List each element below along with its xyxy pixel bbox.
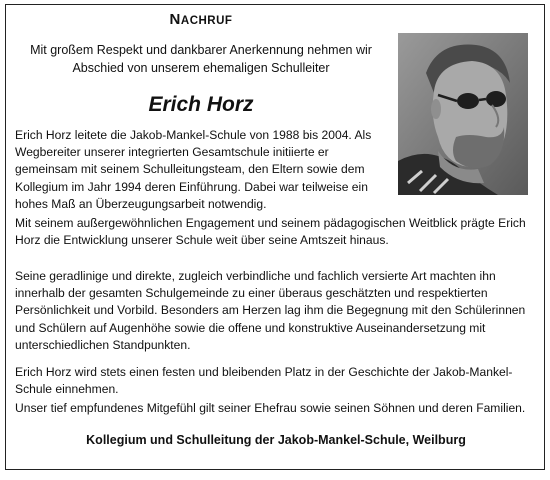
paragraph-engagement: Mit seinem außergewöhnlichen Engagement und seinem pädagogischen Weitblick prägte Erich Horz die Entwicklung unserer Schule weit über seine Amtszeit hinaus. — [15, 216, 526, 248]
paragraph-legacy: Erich Horz wird stets einen festen und bleibenden Platz in der Geschichte der Jakob-Mankel-Schule einnehmen. — [15, 365, 513, 397]
intro-line-2: Abschied von unserem ehemaligen Schulleiter — [72, 61, 330, 75]
paragraph-biography: Erich Horz leitete die Jakob-Mankel-Schule von 1988 bis 2004. Als Wegbereiter unserer integrierten Gesamtschule initiierte er gemeinsam mit seinem Schulleitungsteam, den Eltern sowie dem Kollegium im Jahr 1994 deren Einführung. Dabei war teilweise ein hohes Maß an Überzeugungsarbeit notwendig. — [15, 128, 372, 211]
paragraph-condolences: Unser tief empfundenes Mitgefühl gilt seiner Ehefrau sowie seinen Söhnen und deren Familien. — [15, 401, 526, 415]
intro-line-1: Mit großem Respekt und dankbarer Anerkennung nehmen wir — [30, 43, 372, 57]
closing-signature: Kollegium und Schulleitung der Jakob-Mankel-Schule, Weilburg — [86, 433, 466, 447]
portrait-photo — [398, 33, 528, 195]
portrait-drawing — [398, 33, 528, 195]
heading-rest: ACHRUF — [180, 15, 233, 27]
deceased-name: Erich Horz — [148, 93, 254, 116]
intro-text — [6, 41, 396, 77]
paragraph-character: Seine geradlinige und direkte, zugleich verbindliche und fachlich versierte Art machten ihn innerhalb der gesamten Schulgemeinde zu einer überaus geschätzten und respektierten Persönlichkeit und Vorbild. Besonders am Herzen lag ihm die Begegnung mit den Schülerinnen und Schülern auf Augenhöhe sowie die offene und konstruktive Auseinandersetzung mit unterschiedlichen Standpunkten. — [15, 269, 526, 352]
heading-initial: N — [169, 11, 181, 28]
notice-heading — [6, 11, 396, 28]
obituary-notice — [5, 4, 545, 470]
